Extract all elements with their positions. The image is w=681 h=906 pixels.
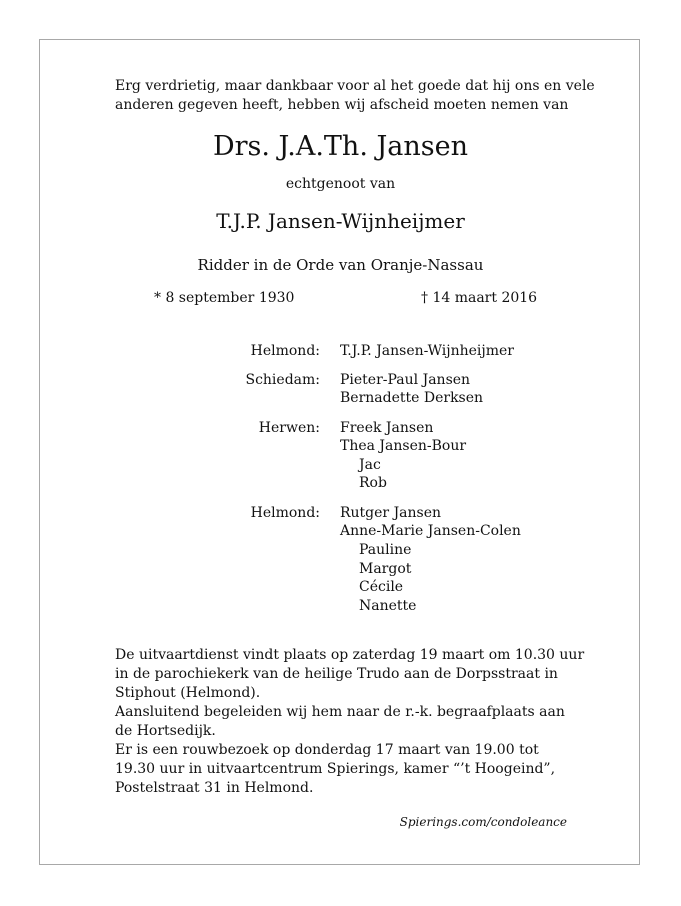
family-member: Anne-Marie Jansen-Colen: [340, 523, 521, 539]
family-place: Helmond:: [250, 343, 320, 359]
service-line: De uitvaartdienst vindt plaats op zaterdag 19 maart om 10.30 uur: [115, 647, 585, 663]
family-member: Freek Jansen: [340, 420, 434, 436]
service-line: 19.30 uur in uitvaartcentrum Spierings, kamer “’t Hoogeind”,: [115, 761, 556, 777]
family-place: Helmond:: [250, 505, 320, 521]
honor-title: Ridder in de Orde van Oranje-Nassau: [197, 256, 484, 274]
family-member: T.J.P. Jansen-Wijnheijmer: [340, 343, 514, 359]
family-member: Pieter-Paul Jansen: [340, 372, 471, 388]
intro-text: [115, 77, 595, 115]
family-child: Cécile: [359, 579, 404, 595]
spouse-name: T.J.P. Jansen-Wijnheijmer: [216, 209, 465, 233]
deceased-name: Drs. J.A.Th. Jansen: [212, 131, 469, 162]
service-line: Aansluitend begeleiden wij hem naar de r.-k. begraafplaats aan: [115, 704, 565, 720]
intro-line: Erg verdrietig, maar dankbaar voor al het goede dat hij ons en vele: [115, 78, 595, 94]
service-line: de Hortsedijk.: [115, 723, 216, 739]
service-line: Er is een rouwbezoek op donderdag 17 maart van 19.00 tot: [115, 742, 539, 758]
service-line: Postelstraat 31 in Helmond.: [115, 780, 314, 796]
family-child: Pauline: [359, 542, 412, 558]
family-child: Rob: [359, 475, 387, 491]
intro-line: anderen gegeven heeft, hebben wij afscheid moeten nemen van: [115, 97, 569, 113]
death-date: † 14 maart 2016: [421, 290, 538, 306]
family-child: Jac: [359, 457, 381, 473]
family-place: Herwen:: [258, 420, 320, 436]
service-line: in de parochiekerk van de heilige Trudo aan de Dorpsstraat in: [115, 666, 558, 682]
service-line: Stiphout (Helmond).: [115, 685, 261, 701]
family-member: Bernadette Derksen: [340, 390, 484, 406]
family-place: Schiedam:: [245, 372, 320, 388]
service-details: [115, 646, 584, 798]
condolence-website: Spierings.com/condoleance: [399, 815, 567, 829]
spouse-label: echtgenoot van: [285, 176, 396, 192]
birth-date: * 8 september 1930: [154, 290, 295, 306]
family-member: Rutger Jansen: [340, 505, 442, 521]
family-child: Nanette: [359, 598, 417, 614]
family-child: Margot: [359, 561, 412, 577]
family-member: Thea Jansen-Bour: [340, 438, 467, 454]
